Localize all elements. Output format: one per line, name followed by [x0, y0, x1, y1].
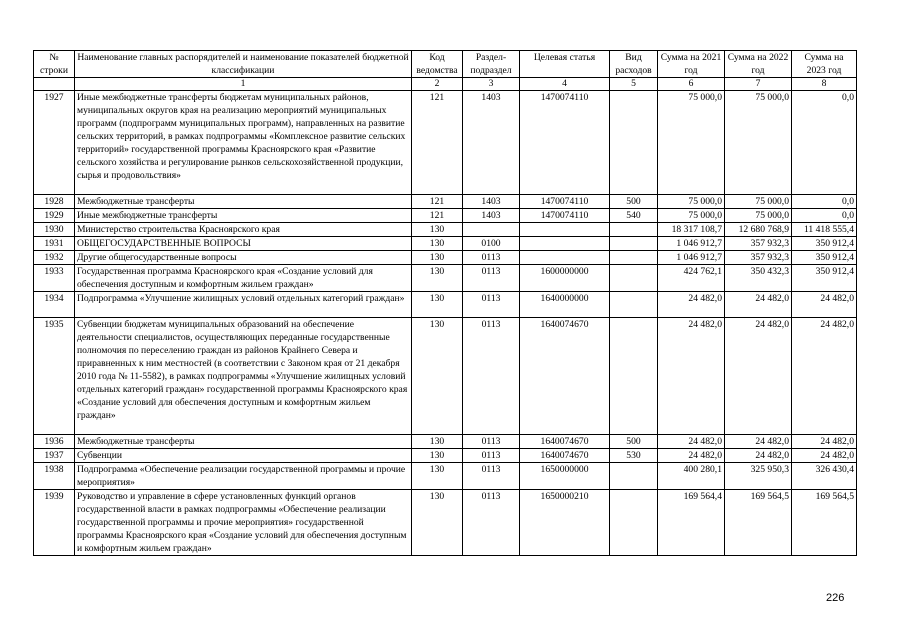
- sum-2023: 11 418 555,4: [792, 223, 857, 237]
- section-code: 0113: [463, 490, 520, 556]
- row-name: ОБЩЕГОСУДАРСТВЕННЫЕ ВОПРОСЫ: [75, 237, 412, 251]
- budget-table: [33, 50, 857, 556]
- sum-2022: 75 000,0: [725, 209, 792, 223]
- sum-2023: 350 912,4: [792, 237, 857, 251]
- department-code: 130: [412, 318, 463, 435]
- header-department-code: Код ведомства: [412, 51, 463, 78]
- row-number: 1938: [34, 463, 75, 490]
- sum-2022: 357 932,3: [725, 237, 792, 251]
- sum-2021: 75 000,0: [658, 195, 725, 209]
- sum-2023: 0,0: [792, 195, 857, 209]
- header-target-article: Целевая статья: [520, 51, 610, 78]
- sum-2021: 75 000,0: [658, 91, 725, 195]
- row-name: Руководство и управление в сфере установленных функций органов государственной власти в рамках подпрограммы «Обеспечение реализации государственной программы и прочие мероприятия» государственной программы Красноярского края «Создание условий для обеспечения доступным и комфортным жильем граждан»: [75, 490, 412, 556]
- section-code: 1403: [463, 91, 520, 195]
- department-code: 121: [412, 91, 463, 195]
- sum-2022: 24 482,0: [725, 292, 792, 318]
- target-article: [520, 223, 610, 237]
- department-code: 130: [412, 223, 463, 237]
- sum-2022: 12 680 768,9: [725, 223, 792, 237]
- sum-2021: 424 762,1: [658, 265, 725, 292]
- table-header-row: [34, 51, 857, 78]
- sum-2022: 169 564,5: [725, 490, 792, 556]
- target-article: 1640074670: [520, 449, 610, 463]
- header-sum-2021: Сумма на 2021 год: [658, 51, 725, 78]
- department-code: 130: [412, 490, 463, 556]
- section-code: 0113: [463, 265, 520, 292]
- sum-2022: 325 950,3: [725, 463, 792, 490]
- table-row: [34, 91, 857, 195]
- table-row: [34, 435, 857, 449]
- column-number: 5: [610, 78, 658, 91]
- department-code: 130: [412, 265, 463, 292]
- column-number: 8: [792, 78, 857, 91]
- row-name: Субвенции: [75, 449, 412, 463]
- table-row: [34, 237, 857, 251]
- row-name: Межбюджетные трансферты: [75, 195, 412, 209]
- header-name: Наименование главных распорядителей и наименование показателей бюджетной классификации: [75, 51, 412, 78]
- row-number: 1928: [34, 195, 75, 209]
- header-sum-2023: Сумма на 2023 год: [792, 51, 857, 78]
- page-number: 226: [826, 592, 845, 604]
- header-section: Раздел-подраздел: [463, 51, 520, 78]
- expense-type: [610, 463, 658, 490]
- table-row: [34, 209, 857, 223]
- row-number: 1931: [34, 237, 75, 251]
- row-name: Субвенции бюджетам муниципальных образований на обеспечение деятельности специалистов, осуществляющих переданные государственные полномочия по переселению граждан из районов Крайнего Севера и приравненных к ним местностей (в соответствии с Законом края от 21 декабря 2010 года № 11-5582), в рамках подпрограммы «Улучшение жилищных условий отдельных категорий граждан» государственной программы Красноярского края «Создание условий для обеспечения доступным и комфортным жильем граждан»: [75, 318, 412, 435]
- table-row: [34, 318, 857, 435]
- row-name: Межбюджетные трансферты: [75, 435, 412, 449]
- sum-2023: 350 912,4: [792, 251, 857, 265]
- column-number: 2: [412, 78, 463, 91]
- section-code: 0113: [463, 449, 520, 463]
- section-code: 1403: [463, 195, 520, 209]
- header-row-number: № строки: [34, 51, 75, 78]
- sum-2022: 75 000,0: [725, 195, 792, 209]
- sum-2021: 24 482,0: [658, 318, 725, 435]
- sum-2022: 350 432,3: [725, 265, 792, 292]
- row-number: 1929: [34, 209, 75, 223]
- row-number: 1933: [34, 265, 75, 292]
- sum-2023: 24 482,0: [792, 435, 857, 449]
- section-code: 0113: [463, 435, 520, 449]
- department-code: 130: [412, 292, 463, 318]
- target-article: 1600000000: [520, 265, 610, 292]
- sum-2023: 24 482,0: [792, 292, 857, 318]
- target-article: 1470074110: [520, 195, 610, 209]
- sum-2022: 357 932,3: [725, 251, 792, 265]
- sum-2023: 326 430,4: [792, 463, 857, 490]
- section-code: 0113: [463, 292, 520, 318]
- column-number: 7: [725, 78, 792, 91]
- section-code: 0113: [463, 251, 520, 265]
- department-code: 121: [412, 209, 463, 223]
- table-row: [34, 195, 857, 209]
- table-row: [34, 490, 857, 556]
- expense-type: [610, 237, 658, 251]
- table-row: [34, 265, 857, 292]
- table-row: [34, 223, 857, 237]
- sum-2023: 350 912,4: [792, 265, 857, 292]
- row-name: Подпрограмма «Улучшение жилищных условий отдельных категорий граждан»: [75, 292, 412, 318]
- sum-2022: 24 482,0: [725, 318, 792, 435]
- sum-2023: 0,0: [792, 91, 857, 195]
- row-number: 1934: [34, 292, 75, 318]
- department-code: 130: [412, 463, 463, 490]
- row-number: 1927: [34, 91, 75, 195]
- sum-2021: 24 482,0: [658, 435, 725, 449]
- row-name: Подпрограмма «Обеспечение реализации государственной программы и прочие мероприятия»: [75, 463, 412, 490]
- expense-type: [610, 292, 658, 318]
- header-sum-2022: Сумма на 2022 год: [725, 51, 792, 78]
- section-code: 0100: [463, 237, 520, 251]
- target-article: 1470074110: [520, 91, 610, 195]
- row-name: Иные межбюджетные трансферты бюджетам муниципальных районов, муниципальных округов края на реализацию мероприятий муниципальных программ (подпрограмм муниципальных программ), направленных на развитие сельских территорий, в рамках подпрограммы «Комплексное развитие сельских территорий» государственной программы Красноярского края «Развитие сельского хозяйства и регулирование рынков сельскохозяйственной продукции, сырья и продовольствия»: [75, 91, 412, 195]
- expense-type: [610, 223, 658, 237]
- sum-2022: 24 482,0: [725, 435, 792, 449]
- table-row: [34, 449, 857, 463]
- row-number: 1936: [34, 435, 75, 449]
- row-number: 1930: [34, 223, 75, 237]
- expense-type: [610, 91, 658, 195]
- column-number: 6: [658, 78, 725, 91]
- sum-2023: 0,0: [792, 209, 857, 223]
- expense-type: [610, 318, 658, 435]
- sum-2021: 24 482,0: [658, 292, 725, 318]
- section-code: 1403: [463, 209, 520, 223]
- sum-2021: 1 046 912,7: [658, 237, 725, 251]
- expense-type: 540: [610, 209, 658, 223]
- sum-2023: 24 482,0: [792, 318, 857, 435]
- expense-type: 500: [610, 435, 658, 449]
- column-number: 3: [463, 78, 520, 91]
- sum-2023: 169 564,5: [792, 490, 857, 556]
- target-article: [520, 237, 610, 251]
- target-article: 1650000000: [520, 463, 610, 490]
- sum-2021: 1 046 912,7: [658, 251, 725, 265]
- section-code: 0113: [463, 463, 520, 490]
- target-article: 1650000210: [520, 490, 610, 556]
- expense-type: [610, 251, 658, 265]
- expense-type: [610, 265, 658, 292]
- sum-2021: 75 000,0: [658, 209, 725, 223]
- sum-2022: 75 000,0: [725, 91, 792, 195]
- expense-type: 530: [610, 449, 658, 463]
- target-article: 1640074670: [520, 318, 610, 435]
- table-row: [34, 251, 857, 265]
- table-row: [34, 292, 857, 318]
- row-name: Министерство строительства Красноярского края: [75, 223, 412, 237]
- department-code: 130: [412, 251, 463, 265]
- section-code: [463, 223, 520, 237]
- column-number: 4: [520, 78, 610, 91]
- sum-2021: 169 564,4: [658, 490, 725, 556]
- row-number: 1939: [34, 490, 75, 556]
- target-article: 1640074670: [520, 435, 610, 449]
- row-name: Другие общегосударственные вопросы: [75, 251, 412, 265]
- row-name: Государственная программа Красноярского края «Создание условий для обеспечения доступным и комфортным жильем граждан»: [75, 265, 412, 292]
- department-code: 130: [412, 435, 463, 449]
- row-number: 1935: [34, 318, 75, 435]
- table-row: [34, 463, 857, 490]
- target-article: [520, 251, 610, 265]
- department-code: 130: [412, 449, 463, 463]
- sum-2021: 18 317 108,7: [658, 223, 725, 237]
- sum-2021: 24 482,0: [658, 449, 725, 463]
- expense-type: 500: [610, 195, 658, 209]
- row-number: 1932: [34, 251, 75, 265]
- column-number: 1: [75, 78, 412, 91]
- table-body: [34, 91, 857, 556]
- sum-2022: 24 482,0: [725, 449, 792, 463]
- target-article: 1470074110: [520, 209, 610, 223]
- row-number: 1937: [34, 449, 75, 463]
- target-article: 1640000000: [520, 292, 610, 318]
- column-number-row: [34, 78, 857, 91]
- section-code: 0113: [463, 318, 520, 435]
- sum-2021: 400 280,1: [658, 463, 725, 490]
- expense-type: [610, 490, 658, 556]
- department-code: 121: [412, 195, 463, 209]
- header-expense-type: Вид расходов: [610, 51, 658, 78]
- sum-2023: 24 482,0: [792, 449, 857, 463]
- column-number: [34, 78, 75, 91]
- department-code: 130: [412, 237, 463, 251]
- row-name: Иные межбюджетные трансферты: [75, 209, 412, 223]
